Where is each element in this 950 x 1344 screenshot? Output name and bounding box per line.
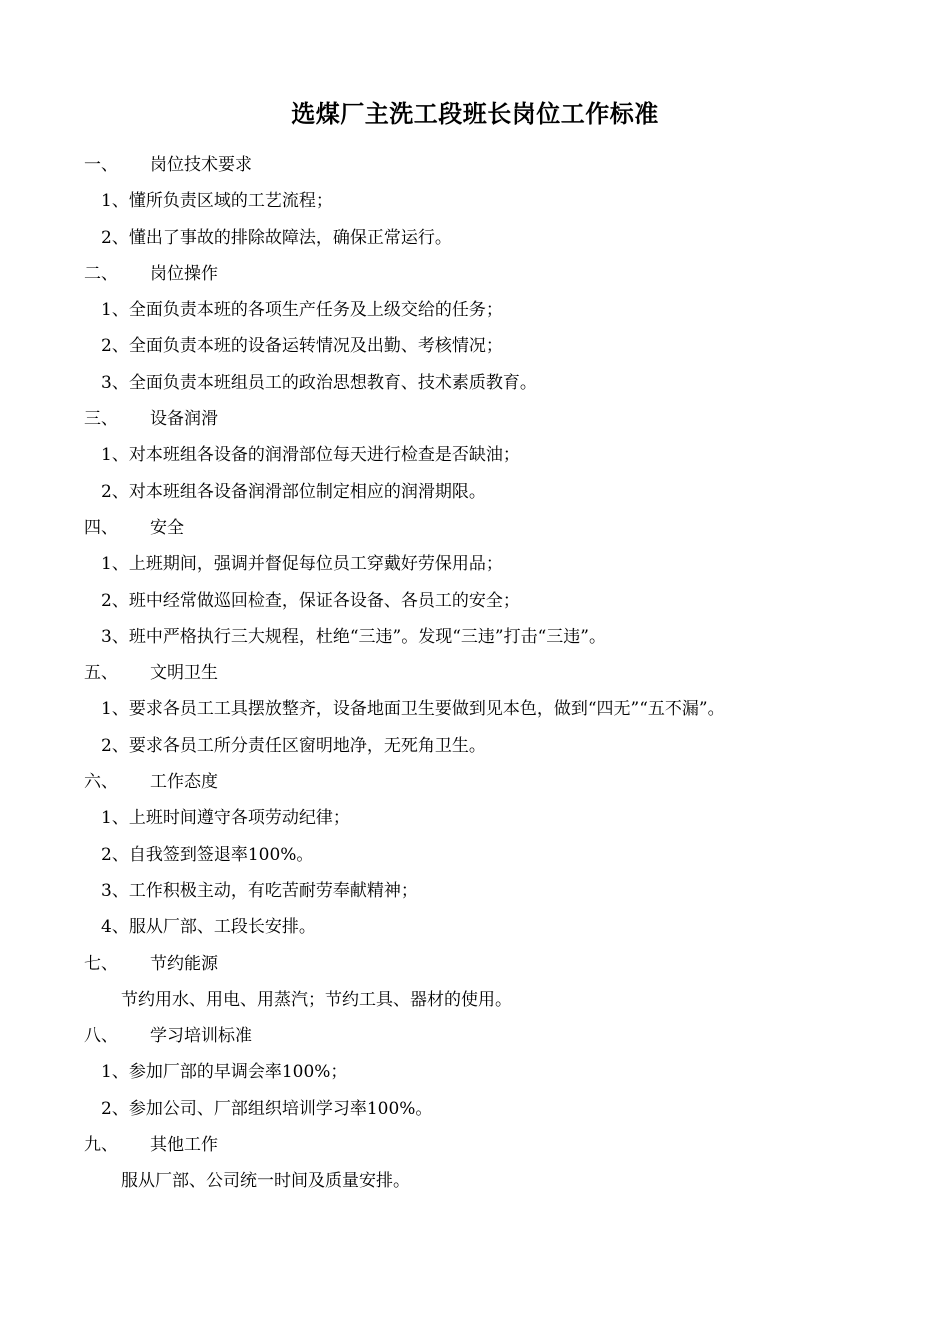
section-heading [0, 401, 950, 437]
list-item: 1、懂所负责区域的工艺流程； [101, 191, 333, 212]
section-heading [0, 147, 950, 183]
section-title: 岗位操作 [150, 263, 218, 284]
section-heading [0, 946, 950, 982]
section-heading [0, 1127, 950, 1163]
section-title: 文明卫生 [150, 663, 218, 684]
list-item: 2、全面负责本班的设备运转情况及出勤、考核情况； [101, 336, 503, 357]
section-heading [0, 655, 950, 691]
list-item: 2、自我签到签退率100%。 [101, 844, 314, 865]
section-title: 学习培训标准 [150, 1026, 252, 1047]
section-heading [0, 510, 950, 546]
section-paragraph: 节约用水、用电、用蒸汽；节约工具、器材的使用。 [121, 989, 512, 1010]
list-item: 1、要求各员工工具摆放整齐，设备地面卫生要做到见本色，做到“四无”“五不漏”。 [101, 699, 725, 720]
section-number: 三、 [84, 409, 118, 430]
list-item: 4、服从厂部、工段长安排。 [101, 917, 316, 938]
list-item: 2、要求各员工所分责任区窗明地净，无死角卫生。 [101, 735, 486, 756]
list-item: 1、参加厂部的早调会率100%； [101, 1062, 348, 1083]
section-number: 六、 [84, 772, 118, 793]
list-item: 3、全面负责本班组员工的政治思想教育、技术素质教育。 [101, 372, 537, 393]
list-item: 1、上班时间遵守各项劳动纪律； [101, 808, 350, 829]
section-heading [0, 1018, 950, 1054]
section-title: 设备润滑 [150, 409, 218, 430]
list-item: 2、班中经常做巡回检查，保证各设备、各员工的安全； [101, 590, 520, 611]
section-title: 其他工作 [150, 1135, 218, 1156]
section-number: 五、 [84, 663, 118, 684]
list-item: 1、全面负责本班的各项生产任务及上级交给的任务； [101, 300, 503, 321]
section-title: 工作态度 [150, 772, 218, 793]
section-title: 安全 [150, 517, 184, 538]
list-item: 2、懂出了事故的排除故障法，确保正常运行。 [101, 227, 452, 248]
section-number: 八、 [84, 1026, 118, 1047]
list-item: 1、上班期间，强调并督促每位员工穿戴好劳保用品； [101, 554, 503, 575]
section-title: 岗位技术要求 [150, 155, 252, 175]
section-number: 一、 [84, 155, 118, 175]
section-number: 九、 [84, 1135, 118, 1156]
section-number: 七、 [84, 953, 118, 974]
section-number: 二、 [84, 263, 118, 284]
section-heading [0, 256, 950, 292]
list-item: 1、对本班组各设备的润滑部位每天进行检查是否缺油； [101, 445, 520, 466]
document-title: 选煤厂主洗工段班长岗位工作标准 [291, 99, 659, 128]
section-paragraph: 服从厂部、公司统一时间及质量安排。 [121, 1171, 410, 1192]
list-item: 3、工作积极主动，有吃苦耐劳奉献精神； [101, 880, 418, 901]
list-item: 2、参加公司、厂部组织培训学习率100%。 [101, 1098, 433, 1119]
list-item: 2、对本班组各设备润滑部位制定相应的润滑期限。 [101, 481, 486, 502]
section-title: 节约能源 [150, 953, 218, 974]
list-item: 3、班中严格执行三大规程，杜绝“三违”。发现“三违”打击“三违”。 [101, 626, 606, 647]
section-heading [0, 764, 950, 800]
section-number: 四、 [84, 517, 118, 538]
document-body [0, 147, 950, 1200]
